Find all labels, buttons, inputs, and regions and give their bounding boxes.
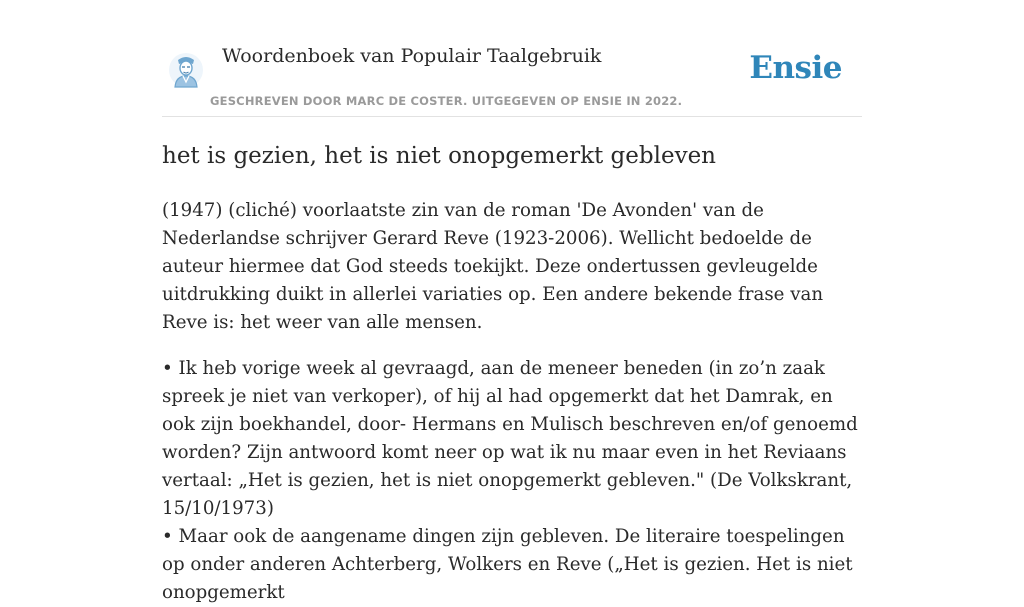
author-byline: GESCHREVEN DOOR MARC DE COSTER. UITGEGEVEN OP ENSIE IN 2022. (210, 94, 683, 108)
example-quotes (162, 355, 862, 607)
author-portrait-icon[interactable] (168, 51, 204, 89)
entry-page (162, 0, 862, 603)
entry-definition: (1947) (cliché) voorlaatste zin van de roman 'De Avonden' van de Nederlandse schrijver Gerard Reve (1923-2006). Wellicht bedoelde de auteur hiermee dat God steeds toekijkt. Deze ondertussen gevleugelde uitdrukking duikt in allerlei variaties op. Een andere bekende frase van Reve is: het weer van alle mensen. (162, 200, 824, 333)
example-quote: • Maar ook de aangename dingen zijn gebleven. De literaire toespelingen op onder anderen Achterberg, Wolkers en Reve („Het is gezien. Het is niet onopgemerkt (162, 526, 853, 603)
entry-title: het is gezien, het is niet onopgemerkt gebleven (162, 143, 716, 169)
page-header (162, 0, 862, 117)
example-quote: • Ik heb vorige week al gevraagd, aan de meneer beneden (in zo’n zaak spreek je niet van verkoper), of hij al had opgemerkt dat het Damrak, en ook zijn boekhandel, door- Hermans en Mulisch beschreven en/of genoemd worden? Zijn antwoord komt neer op wat ik nu maar even in het Reviaans vertaal: „Het is gezien, het is niet onopgemerkt gebleven." (De Volkskrant, 15/10/1973) (162, 358, 858, 519)
ensie-logo[interactable]: Ensie (749, 50, 842, 86)
dictionary-title[interactable]: Woordenboek van Populair Taalgebruik (222, 45, 602, 67)
